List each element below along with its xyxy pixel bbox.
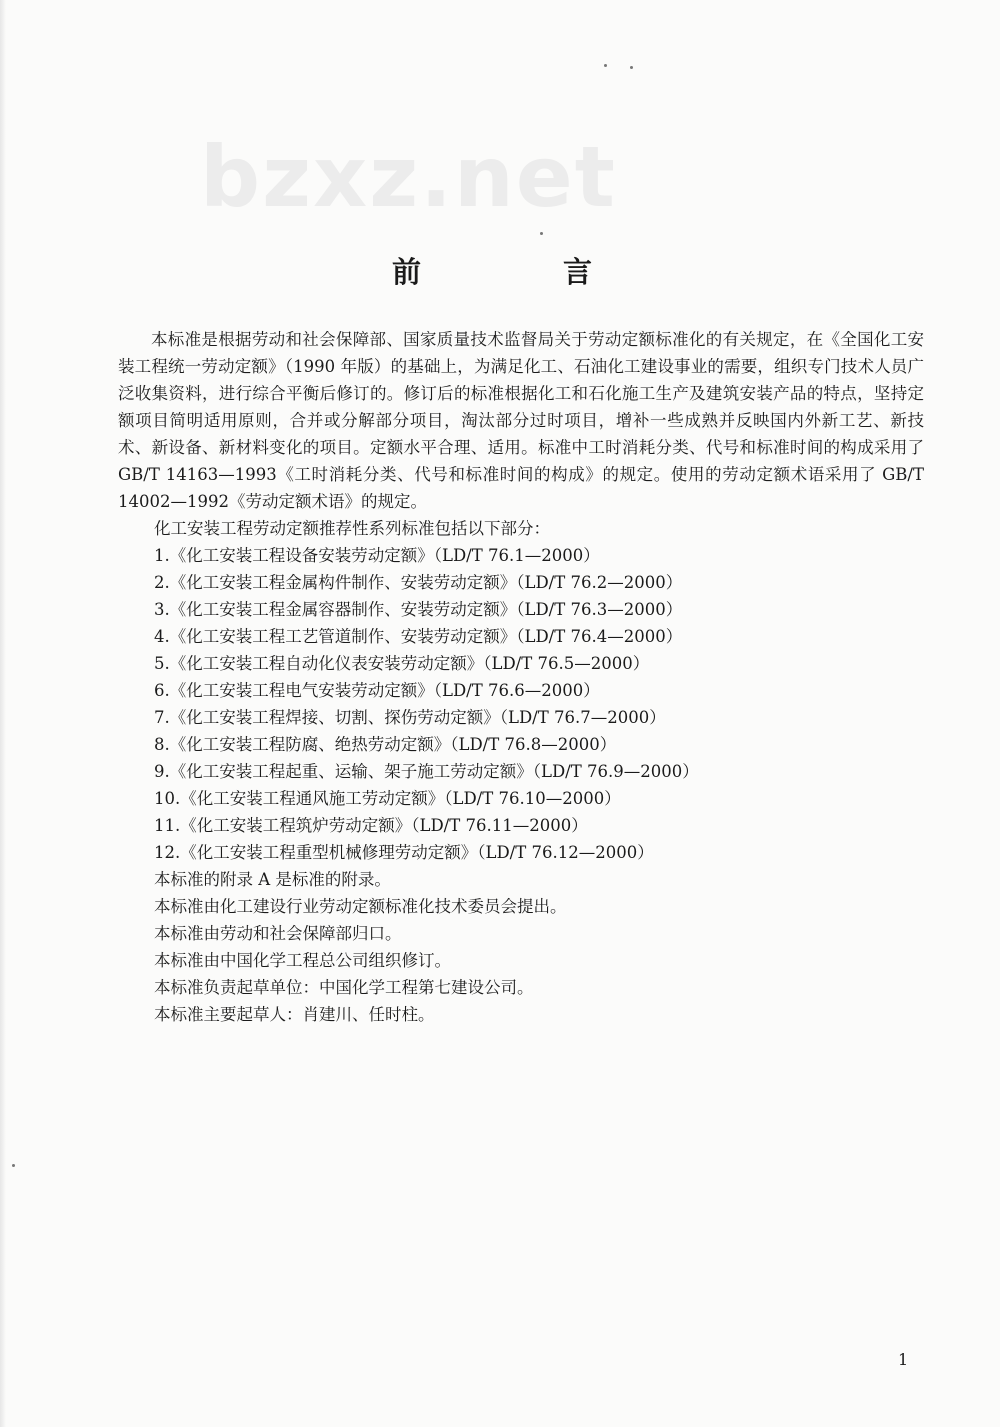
closing-line: 本标准负责起草单位：中国化学工程第七建设公司。 (154, 978, 534, 997)
series-item: 10.《化工安装工程通风施工劳动定额》（LD/T 76.10—2000） (154, 789, 621, 808)
series-item: 2.《化工安装工程金属构件制作、安装劳动定额》（LD/T 76.2—2000） (154, 573, 683, 592)
series-item: 1.《化工安装工程设备安装劳动定额》（LD/T 76.1—2000） (154, 546, 600, 565)
series-item: 4.《化工安装工程工艺管道制作、安装劳动定额》（LD/T 76.4—2000） (154, 627, 683, 646)
intro-paragraph: 本标准是根据劳动和社会保障部、国家质量技术监督局关于劳动定额标准化的有关规定，在《全国化工安装工程统一劳动定额》（1990 年版）的基础上，为满足化工、石油化工建设事业的需要，组织专门技术人员广泛收集资料，进行综合平衡后修订的。修订后的标准根据化工和石化施工生产及建筑安装产品的特点，坚持定额项目简明适用原则，合并或分解部分项目，淘汰部分过时项目，增补一些成熟并反映国内外新工艺、新技术、新设备、新材料变化的项目。定额水平合理、适用。标准中工时消耗分类、代号和标准时间的构成采用了 GB/T 14163—1993《工时消耗分类、代号和标准时间的构成》的规定。使用的劳动定额术语采用了 GB/T 14002—1992《劳动定额术语》的规定。 (118, 330, 924, 511)
page-number: 1 (898, 1350, 909, 1369)
series-item: 8.《化工安装工程防腐、绝热劳动定额》（LD/T 76.8—2000） (154, 735, 617, 754)
body-text (118, 326, 924, 1028)
scan-speck (12, 1164, 15, 1167)
scan-edge (0, 0, 6, 1427)
series-item: 6.《化工安装工程电气安装劳动定额》（LD/T 76.6—2000） (154, 681, 600, 700)
series-item: 5.《化工安装工程自动化仪表安装劳动定额》（LD/T 76.5—2000） (154, 654, 650, 673)
closing-line: 本标准的附录 A 是标准的附录。 (154, 870, 391, 889)
series-item: 11.《化工安装工程筑炉劳动定额》（LD/T 76.11—2000） (154, 816, 588, 835)
series-item: 9.《化工安装工程起重、运输、架子施工劳动定额》（LD/T 76.9—2000） (154, 762, 699, 781)
closing-line: 本标准由劳动和社会保障部归口。 (154, 924, 402, 943)
closing-line: 本标准由化工建设行业劳动定额标准化技术委员会提出。 (154, 897, 567, 916)
series-item: 3.《化工安装工程金属容器制作、安装劳动定额》（LD/T 76.3—2000） (154, 600, 683, 619)
closing-line: 本标准主要起草人：肖建川、任时柱。 (154, 1005, 435, 1024)
series-intro: 化工安装工程劳动定额推荐性系列标准包括以下部分： (154, 519, 550, 538)
scan-speck (540, 232, 543, 235)
page-title: 前 言 (391, 255, 659, 289)
watermark: bzxz.net (200, 128, 617, 226)
scan-speck (604, 64, 607, 67)
closing-line: 本标准由中国化学工程总公司组织修订。 (154, 951, 451, 970)
series-item: 12.《化工安装工程重型机械修理劳动定额》（LD/T 76.12—2000） (154, 843, 654, 862)
series-item: 7.《化工安装工程焊接、切割、探伤劳动定额》（LD/T 76.7—2000） (154, 708, 666, 727)
scan-speck (630, 66, 633, 69)
